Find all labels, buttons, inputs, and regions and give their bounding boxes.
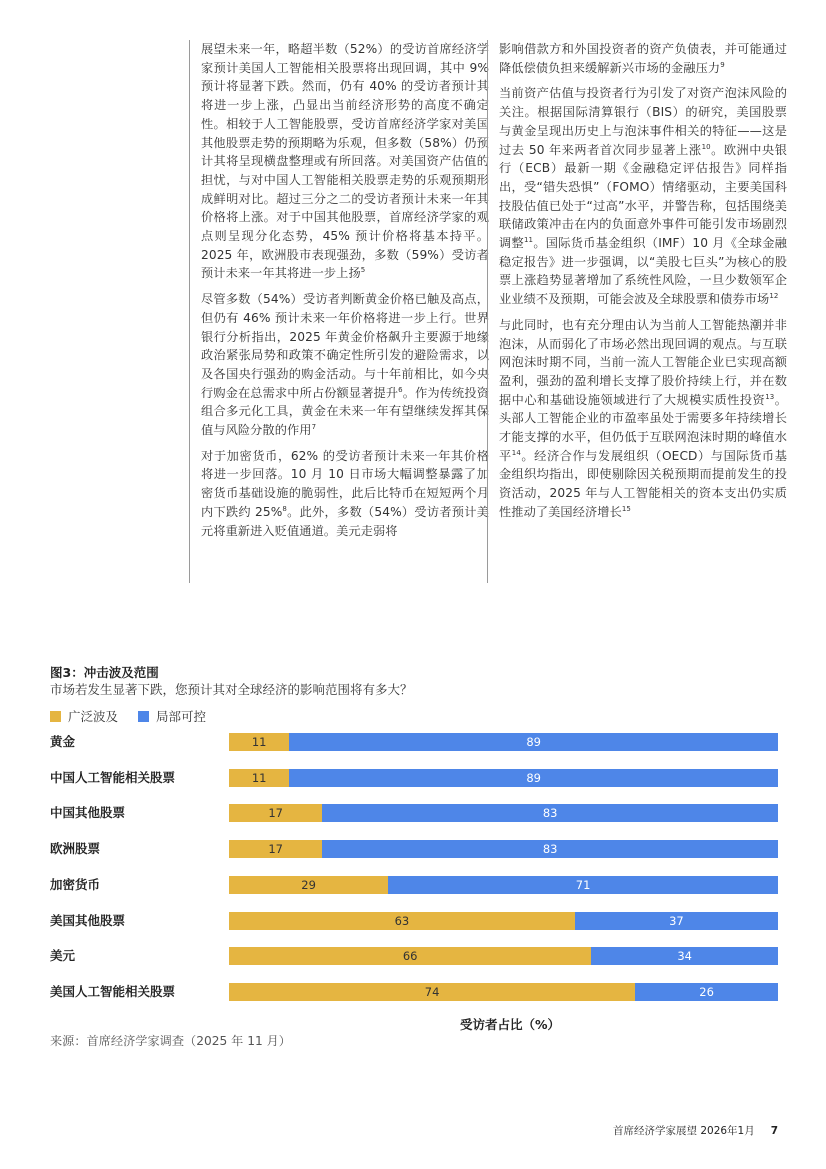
paragraph: 与此同时，也有充分理由认为当前人工智能热潮并非泡沫，从而弱化了市场必然出现回调的观点。与互联网泡沫时期不同，当前一流人工智能企业已实现高额盈利，强劲的盈利增长支撑了股价持续上行，并在数据中心和基础设施领域进行了大规模实质性投资$^{13}$。头部人工智能企业的市盈率虽处于需要多年持续增长才能支撑的水平，但仍低于互联网泡沫时期的峰值水平$^{14}$。经济合作与发展组织（OECD）与国际货币基金组织均指出，即使剔除因关税预期而提前发生的投资活动，2025 年与人工智能相关的资本支出仍实质性推动了美国经济增长$^{15}$ — [499, 317, 787, 519]
data-label: 74 — [424, 984, 440, 999]
stacked-bar — [229, 733, 778, 751]
paragraph: 展望未来一年，略超半数（52%）的受访首席经济学家预计美国人工智能相关股票将出现回调，其中 9% 预计将显著下跌。然而，仍有 40% 的受访者预计其将进一步上涨，凸显出当前经济形势的高度不确定性。相较于人工智能股票，受访首席经济学家对美国其他股票走势的预期略为乐观，但多数（58%）仍预计其将呈现横盘整理或有所回落。对美国资产估值的担忧，与对中国人工智能相关股票走势的乐观预期形成鲜明对比。超过三分之二的受访者预计未来一年其价格将上涨。对于中国其他股票，首席经济学家的观点则呈现分化态势，45% 预计价格将基本持平。2025 年，欧洲股市表现强劲，多数（59%）受访者预计未来一年其将进一步上扬$^5$ — [201, 42, 489, 281]
data-label: 11 — [251, 735, 267, 749]
data-label: 89 — [526, 770, 541, 785]
stacked-bar — [229, 912, 778, 930]
stacked-bar — [229, 804, 778, 822]
category-label: 美国其他股票 — [50, 912, 126, 928]
category-label: 中国其他股票 — [50, 805, 126, 821]
data-label: 17 — [268, 842, 283, 857]
bar-segment-widespread — [229, 804, 322, 822]
data-label: 34 — [677, 949, 692, 964]
category-label: 加密货币 — [50, 876, 101, 892]
chart-row — [50, 912, 780, 930]
bar-segment-widespread — [229, 733, 289, 751]
stacked-bar — [229, 840, 778, 858]
data-label: 66 — [402, 949, 418, 964]
category-label: 美元 — [50, 948, 76, 964]
chart-row — [50, 733, 780, 751]
legend-item — [50, 707, 118, 725]
bar-segment-widespread — [229, 876, 388, 894]
bar-segment-widespread — [229, 947, 591, 965]
stacked-bar — [229, 983, 778, 1001]
bar-segment-contained — [322, 840, 778, 858]
stacked-bar — [229, 769, 778, 787]
bar-segment-widespread — [229, 769, 289, 787]
legend-label: 局部可控 — [156, 709, 207, 724]
bar-segment-widespread — [229, 912, 575, 930]
figure-title: 图3：冲击波及范围 — [50, 665, 159, 680]
publication-name: 首席经济学家展望 2026年1月 — [613, 1125, 755, 1137]
chart-row — [50, 983, 780, 1001]
data-label: 26 — [699, 984, 714, 999]
chart-row — [50, 804, 780, 822]
chart-row — [50, 769, 780, 787]
bar-segment-widespread — [229, 983, 635, 1001]
right-text-column — [487, 40, 787, 583]
paragraph: 当前资产估值与投资者行为引发了对资产泡沫风险的关注。根据国际清算银行（BIS）的研究，美国股票与黄金呈现出历史上与泡沫事件相关的特征——这是过去 50 年来两者首次同步显著上涨$^{10}$。欧洲中央银行（ECB）最新一期《金融稳定评估报告》同样指出，受“错失恐惧”（FOMO）情绪驱动，主要美国科技股估值已处于“过高”水平，并警告称，包括围绕美联储政策冲击在内的负面意外事件可能引发市场剧烈调整$^{11}$。国际货币基金组织（IMF）10 月《全球金融稳定报告》进一步强调，以“美股七巨头”为核心的股票上涨趋势显著增加了系统性风险，一旦少数领军企业业绩不及预期，可能会波及全球股票和债券市场$^{12}$ — [499, 86, 788, 307]
data-label: 83 — [542, 842, 558, 857]
figure-source: 来源：首席经济学家调查（2025 年 11 月） — [50, 1034, 291, 1048]
paragraph: 尽管多数（54%）受访者判断黄金价格已触及高点，但仍有 46% 预计未来一年价格将进一步上行。世界银行分析指出，2025 年黄金价格飙升主要源于地缘政治紧张局势和政策不确定性所引发的避险需求，以及各国央行强劲的购金活动。与十年前相比，如今央行购金在总需求中所占份额显著提升$^6$。作为传统投资组合多元化工具，黄金在未来一年有望继续发挥其保值与风险分散的作用$^7$ — [201, 292, 489, 438]
x-axis-label: 受访者占比（%） — [460, 1017, 561, 1032]
chart-row — [50, 840, 780, 858]
category-label: 中国人工智能相关股票 — [50, 769, 176, 785]
bar-segment-contained — [289, 769, 778, 787]
left-text-column — [189, 40, 489, 583]
bar-segment-contained — [322, 804, 778, 822]
legend-swatch — [50, 711, 61, 722]
data-label: 63 — [394, 913, 410, 928]
figure-subtitle: 市场若发生显著下跌，您预计其对全球经济的影响范围将有多大？ — [50, 682, 413, 697]
stacked-bar — [229, 876, 778, 894]
bar-segment-contained — [388, 876, 778, 894]
chart-row — [50, 876, 780, 894]
page-number: 7 — [770, 1125, 779, 1137]
category-label: 欧洲股票 — [50, 841, 101, 857]
legend-item — [138, 707, 206, 725]
chart-row — [50, 947, 780, 965]
data-label: 11 — [251, 770, 267, 785]
data-label: 83 — [542, 806, 558, 821]
legend-swatch — [138, 711, 149, 722]
page-footer — [613, 1123, 778, 1138]
bar-segment-contained — [635, 983, 778, 1001]
bar-segment-widespread — [229, 840, 322, 858]
category-label: 黄金 — [50, 734, 76, 749]
chart-legend — [50, 707, 226, 725]
data-label: 89 — [526, 735, 541, 749]
data-label: 29 — [301, 877, 316, 892]
bar-segment-contained — [289, 733, 778, 751]
legend-label: 广泛波及 — [68, 709, 119, 724]
paragraph: 对于加密货币，62% 的受访者预计未来一年其价格将进一步回落。10 月 10 日市场大幅调整暴露了加密货币基础设施的脆弱性，此后比特币在短短两个月内下跌约 25%$^8$。此外，多数（54%）受访者预计美元将重新进入贬值通道。美元走弱将 — [201, 448, 489, 538]
data-label: 37 — [669, 913, 684, 928]
data-label: 71 — [575, 877, 591, 892]
data-label: 17 — [268, 806, 283, 821]
category-label: 美国人工智能相关股票 — [50, 983, 176, 999]
bar-segment-contained — [575, 912, 778, 930]
bar-segment-contained — [591, 947, 778, 965]
stacked-bar — [229, 947, 778, 965]
paragraph: 影响借款方和外国投资者的资产负债表，并可能通过降低偿债负担来缓解新兴市场的金融压力$^9$ — [499, 42, 787, 75]
